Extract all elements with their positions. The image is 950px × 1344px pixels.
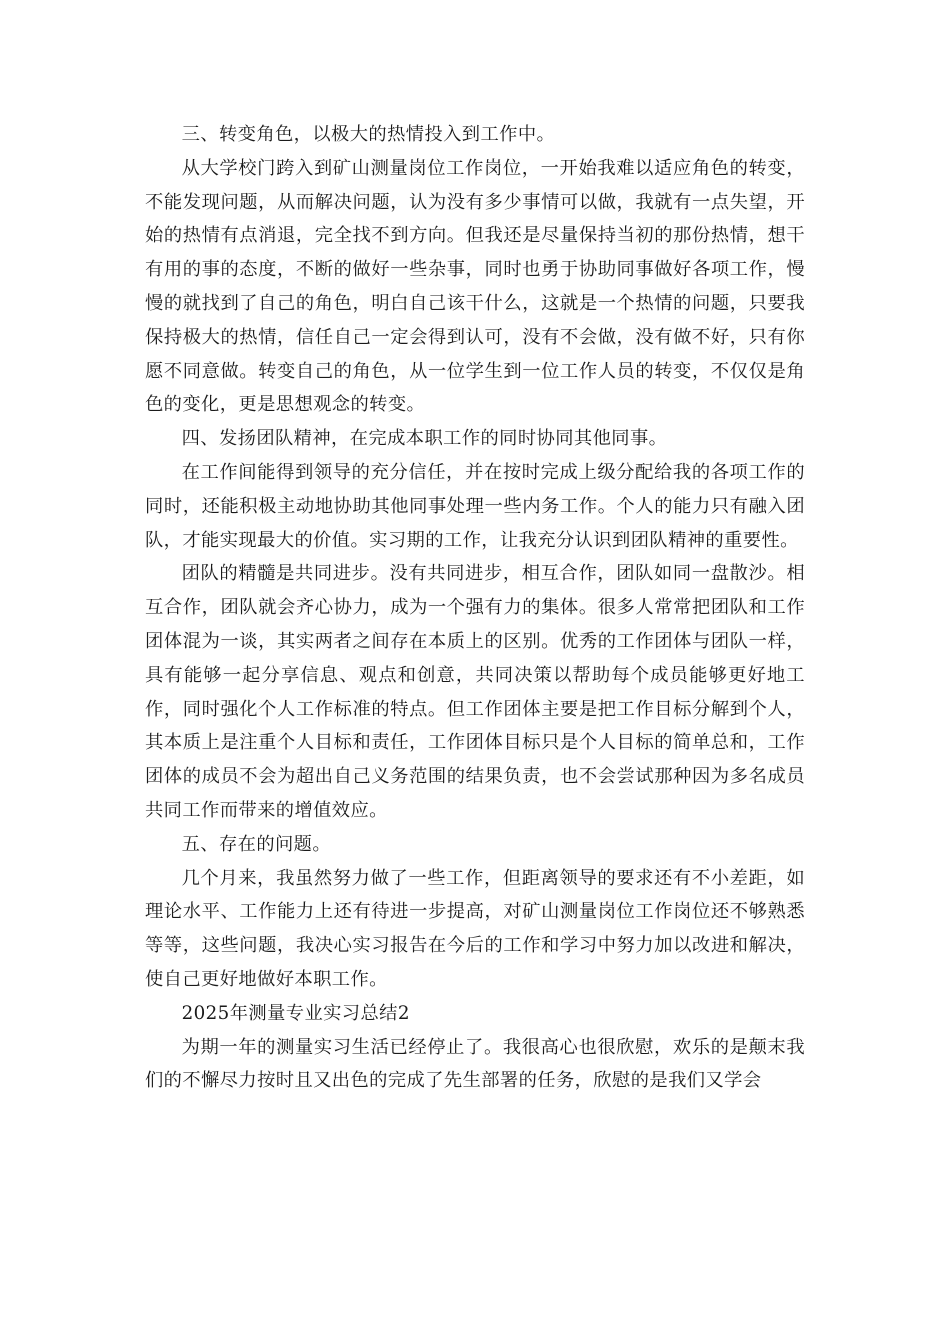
section-heading-3: 三、转变角色，以极大的热情投入到工作中。 [181, 124, 556, 145]
paragraph: 几个月来，我虽然努力做了一些工作，但距离领导的要求还有不小差距，如理论水平、工作能力上还有待进一步提高，对矿山测量岗位工作岗位还不够熟悉等等，这些问题，我决心实习报告在今后的工作和学习中努力加以改进和解决，使自己更好地做好本职工作。 [145, 867, 805, 990]
document-body [145, 118, 805, 1098]
document-title-2: 2025年测量专业实习总结2 [181, 1002, 410, 1024]
section-heading-4: 四、发扬团队精神，在完成本职工作的同时协同其他同事。 [181, 428, 668, 450]
section-heading-5: 五、存在的问题。 [181, 833, 332, 855]
paragraph: 为期一年的测量实习生活已经停止了。我很高心也很欣慰，欢乐的是颠末我们的不懈尽力按时且又出色的完成了先生部署的任务，欣慰的是我们又学会 [145, 1036, 805, 1092]
paragraph: 从大学校门跨入到矿山测量岗位工作岗位，一开始我难以适应角色的转变，不能发现问题，从而解决问题，认为没有多少事情可以做，我就有一点失望，开始的热情有点消退，完全找不到方向。但我还是尽量保持当初的那份热情，想干有用的事的态度，不断的做好一些杂事，同时也勇于协助同事做好各项工作，慢慢的就找到了自己的角色，明白自己该干什么，这就是一个热情的问题，只要我保持极大的热情，信任自己一定会得到认可，没有不会做，没有做不好，只有你愿不同意做。转变自己的角色，从一位学生到一位工作人员的转变，不仅仅是角色的变化，更是思想观念的转变。 [145, 157, 805, 416]
paragraph: 在工作间能得到领导的充分信任，并在按时完成上级分配给我的各项工作的同时，还能积极主动地协助其他同事处理一些内务工作。个人的能力只有融入团队，才能实现最大的价值。实习期的工作，让我充分认识到团队精神的重要性。 [145, 461, 805, 551]
paragraph: 团队的精髓是共同进步。没有共同进步，相互合作，团队如同一盘散沙。相互合作，团队就会齐心协力，成为一个强有力的集体。很多人常常把团队和工作团体混为一谈，其实两者之间存在本质上的区别。优秀的工作团体与团队一样，具有能够一起分享信息、观点和创意，共同决策以帮助每个成员能够更好地工作，同时强化个人工作标准的特点。但工作团体主要是把工作目标分解到个人，其本质上是注重个人目标和责任，工作团体目标只是个人目标的简单总和，工作团体的成员不会为超出自己义务范围的结果负责，也不会尝试那种因为多名成员共同工作而带来的增值效应。 [145, 563, 805, 821]
